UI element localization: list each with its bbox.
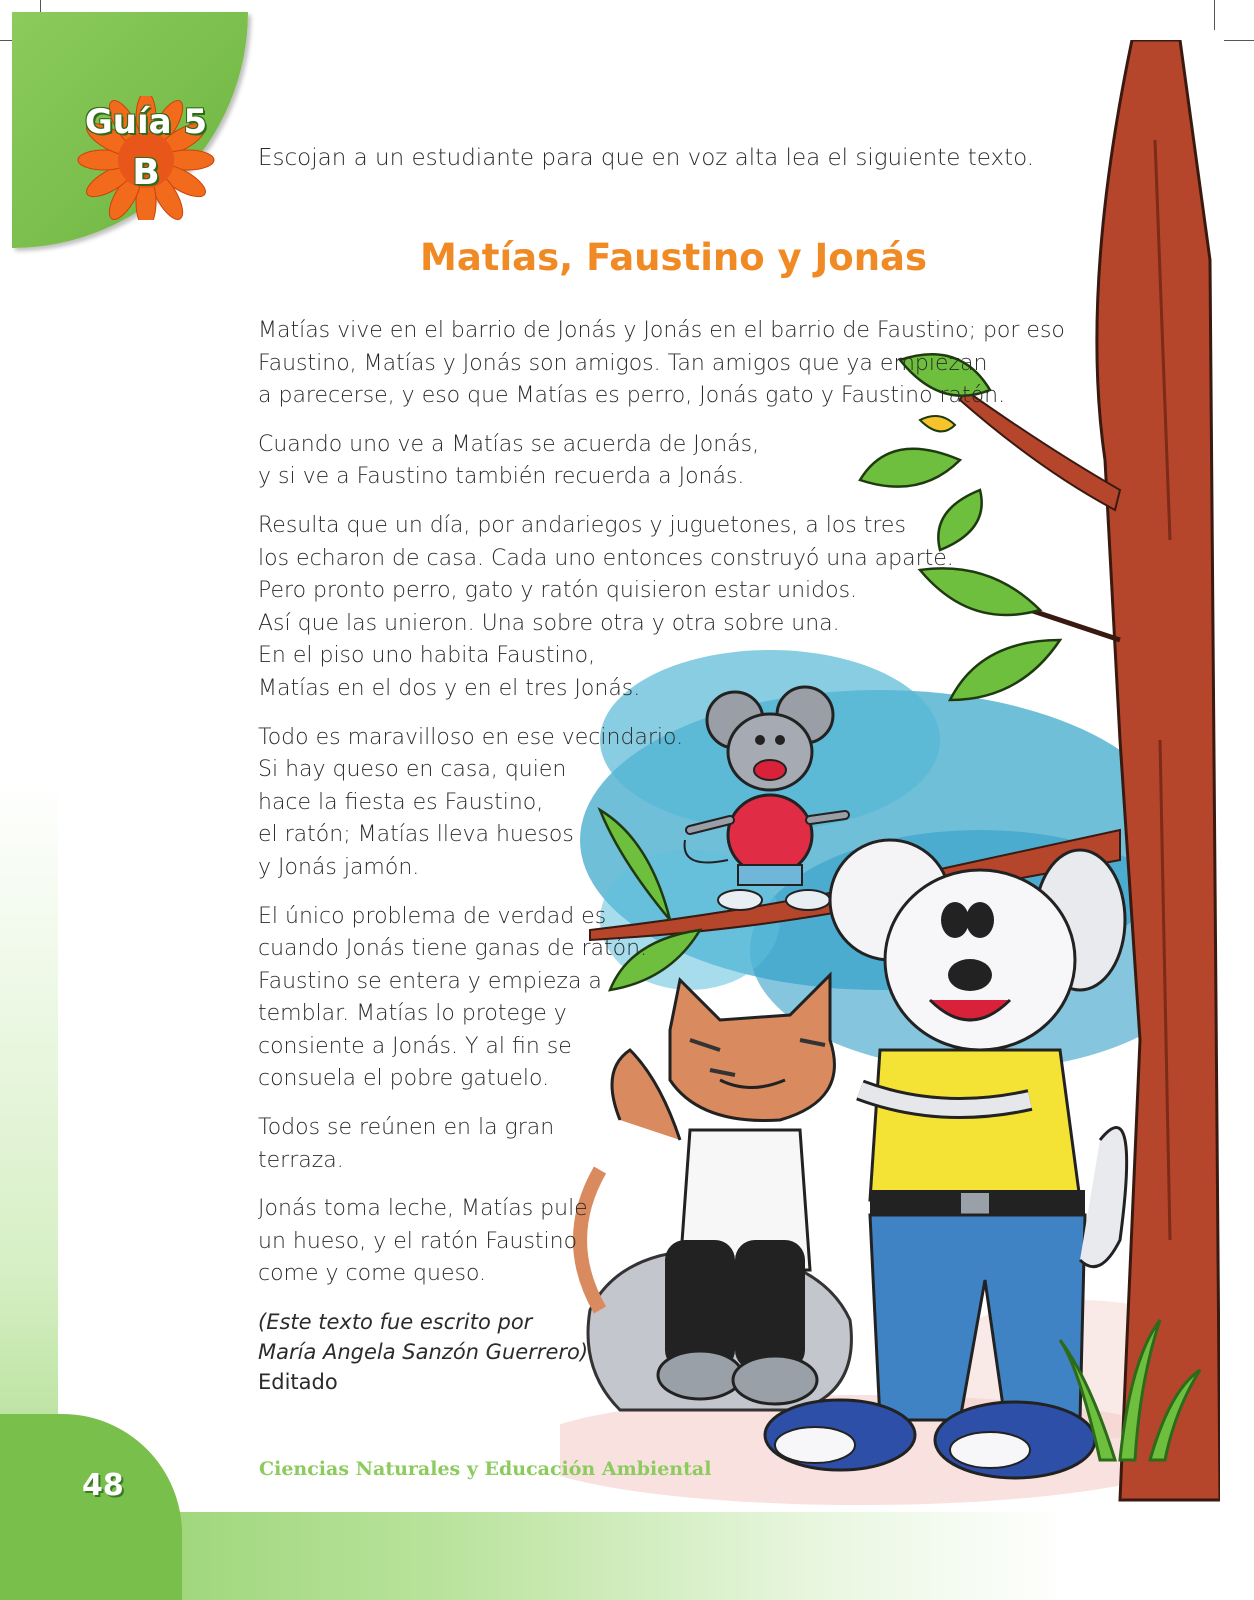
story-paragraph bbox=[258, 901, 1038, 1097]
page-number-tab bbox=[0, 1414, 182, 1600]
guide-label: Guía 5 bbox=[84, 102, 208, 142]
story-line: Pero pronto perro, gato y ratón quisieron estar unidos. bbox=[258, 578, 858, 604]
story-line: a parecerse, y eso que Matías es perro, Jonás gato y Faustino ratón. bbox=[258, 383, 1006, 409]
credit-line: María Angela Sanzón Guerrero) bbox=[258, 1340, 589, 1365]
story-line: Faustino, Matías y Jonás son amigos. Tan amigos que ya empiezan bbox=[258, 350, 988, 376]
story-line: y Jonás jamón. bbox=[258, 854, 420, 880]
story-line: Faustino se entera y empieza a bbox=[258, 968, 602, 994]
story-line: Matías en el dos y en el tres Jonás. bbox=[258, 675, 641, 701]
crop-mark bbox=[1224, 40, 1254, 41]
story-paragraph bbox=[258, 722, 1038, 885]
story-line: hace la fiesta es Faustino, bbox=[258, 789, 544, 815]
story-paragraph bbox=[258, 315, 1065, 413]
story-line: temblar. Matías lo protege y bbox=[258, 1001, 567, 1027]
story-paragraph bbox=[258, 1193, 1038, 1291]
story-line: consiente a Jonás. Y al fin se bbox=[258, 1033, 572, 1059]
story-line: Si hay queso en casa, quien bbox=[258, 757, 567, 783]
story-line: El único problema de verdad es bbox=[258, 903, 607, 929]
story-line: y si ve a Faustino también recuerda a Jonás. bbox=[258, 464, 745, 490]
story-line: Todo es maravilloso en ese vecindario. bbox=[258, 724, 684, 750]
story-line: Así que las unieron. Una sobre otra y otra sobre una. bbox=[258, 610, 840, 636]
story-line: Todos se reúnen en la gran bbox=[258, 1115, 555, 1141]
story-line: un hueso, y el ratón Faustino bbox=[258, 1228, 578, 1254]
guide-badge bbox=[66, 96, 236, 220]
story-paragraph bbox=[258, 429, 1038, 494]
story-line: terraza. bbox=[258, 1147, 344, 1173]
story-line: cuando Jonás tiene ganas de ratón. bbox=[258, 936, 648, 962]
page-number: 48 bbox=[82, 1468, 124, 1503]
story-line: consuela el pobre gatuelo. bbox=[258, 1066, 550, 1092]
story-line: Resulta que un día, por andariegos y juguetones, a los tres bbox=[258, 512, 906, 538]
story-line: Jonás toma leche, Matías pule bbox=[258, 1196, 588, 1222]
story-line: En el piso uno habita Faustino, bbox=[258, 643, 596, 669]
story-text bbox=[258, 315, 1065, 1397]
bottom-decor-band bbox=[0, 1512, 1254, 1600]
credit-line: (Este texto fue escrito por bbox=[258, 1310, 533, 1335]
crop-mark bbox=[1214, 0, 1215, 30]
footer-subject: Ciencias Naturales y Educación Ambiental bbox=[259, 1458, 712, 1480]
guide-letter: B bbox=[132, 152, 160, 193]
author-credit bbox=[258, 1307, 1038, 1397]
story-title: Matías, Faustino y Jonás bbox=[420, 236, 928, 279]
story-line: Cuando uno ve a Matías se acuerda de Jonás, bbox=[258, 431, 760, 457]
story-line: come y come queso. bbox=[258, 1261, 487, 1287]
story-line: el ratón; Matías lleva huesos bbox=[258, 822, 574, 848]
instruction-text: Escojan a un estudiante para que en voz alta lea el siguiente texto. bbox=[258, 145, 1035, 171]
edited-note: Editado bbox=[258, 1370, 338, 1395]
story-line: Matías vive en el barrio de Jonás y Jonás en el barrio de Faustino; por eso bbox=[258, 318, 1065, 343]
story-paragraph bbox=[258, 510, 1038, 706]
story-line: los echaron de casa. Cada uno entonces construyó una aparte. bbox=[258, 545, 954, 571]
story-paragraph bbox=[258, 1112, 1038, 1177]
